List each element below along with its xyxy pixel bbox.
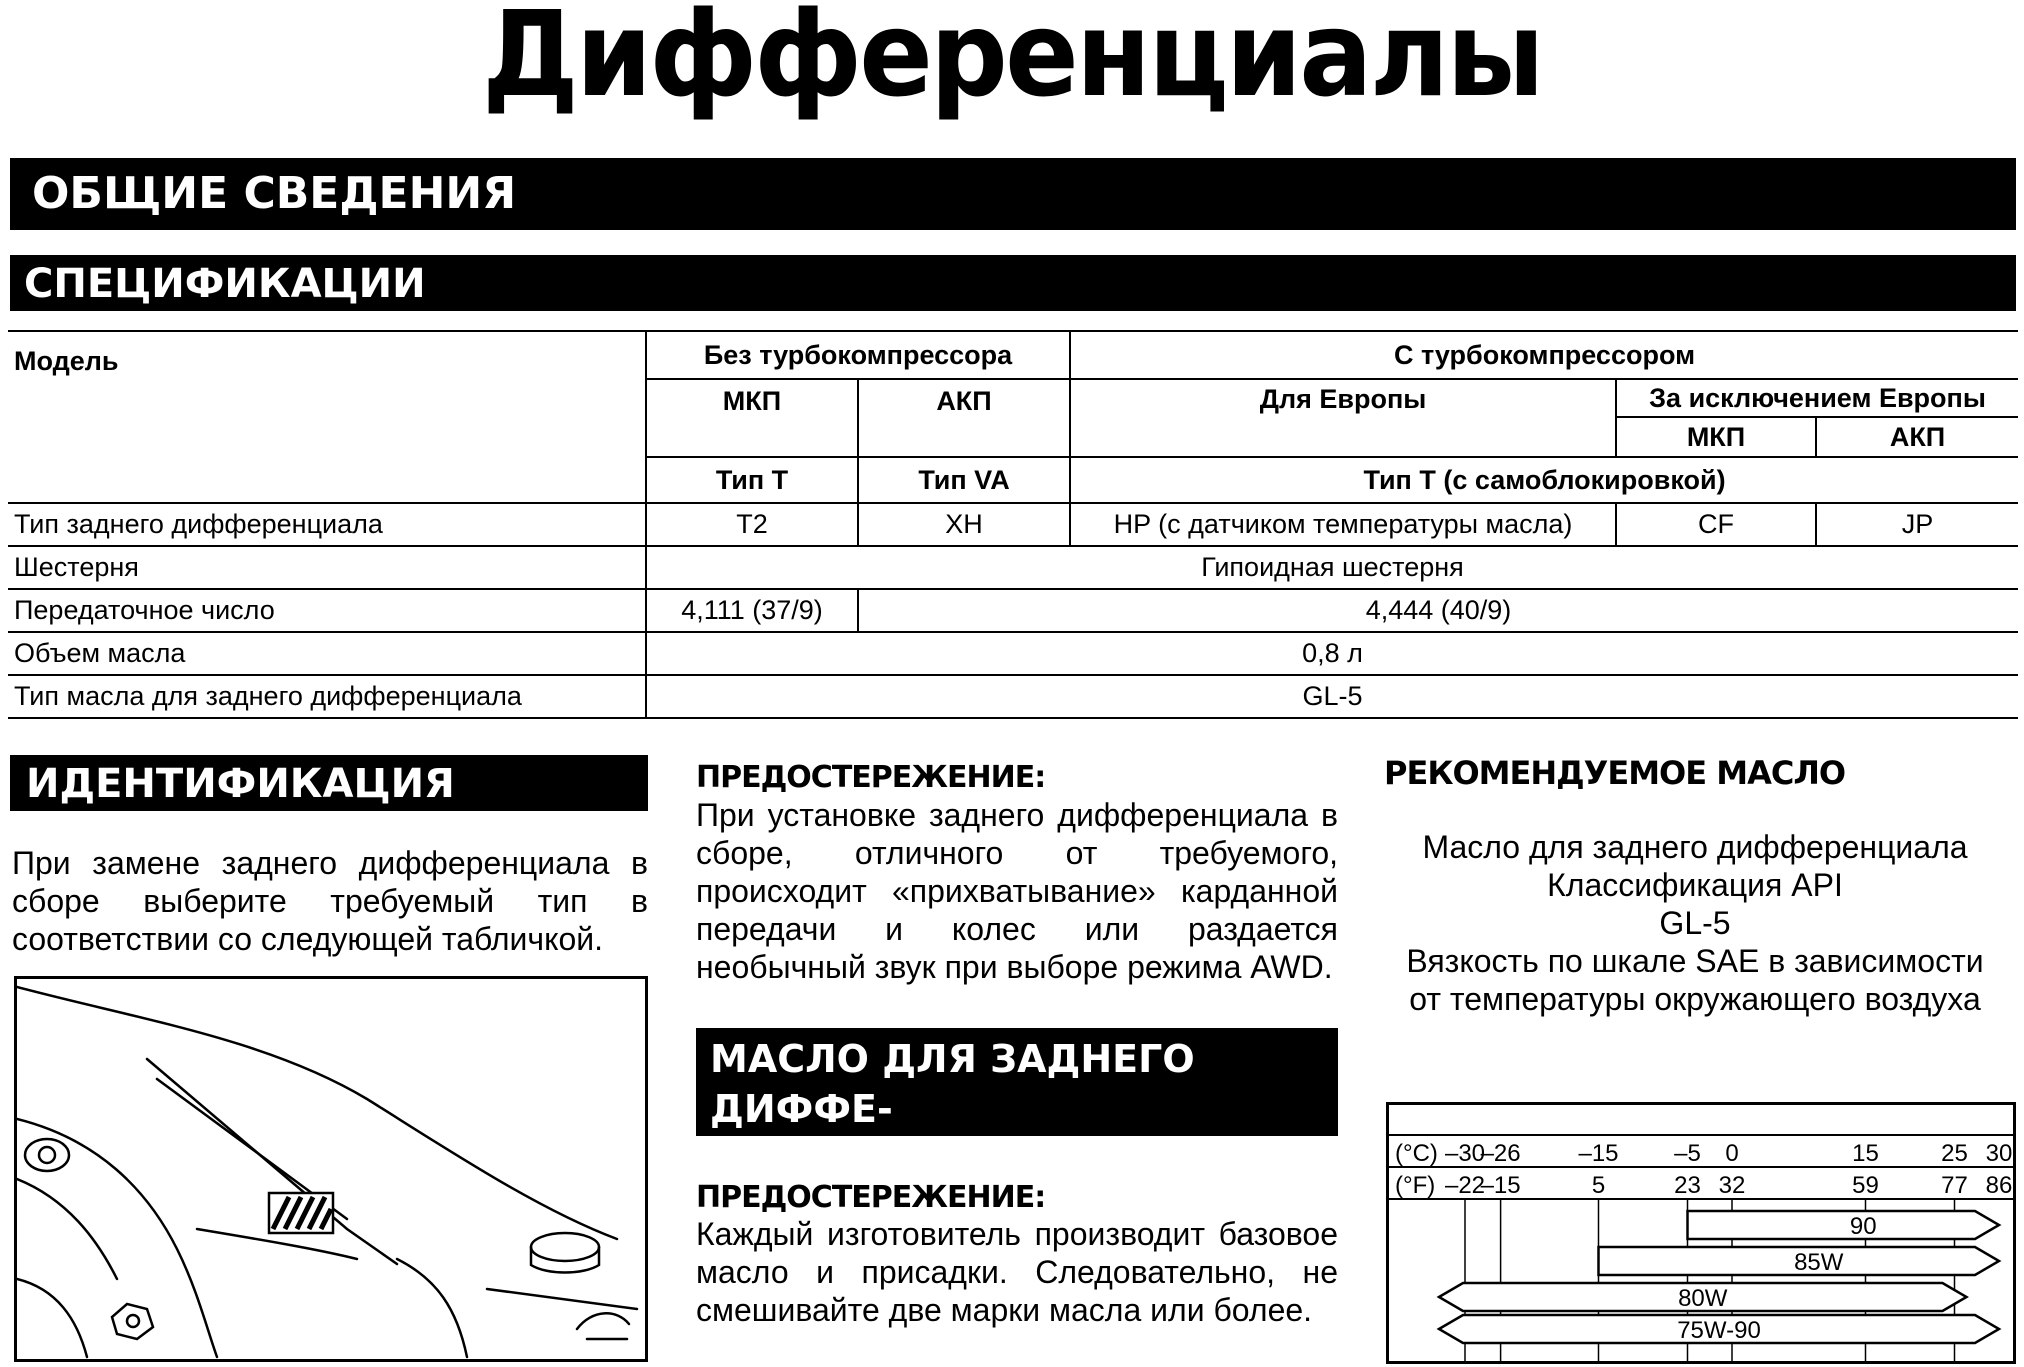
celsius-tick-label: –26	[1480, 1140, 1521, 1167]
ratio-label: Передаточное число	[8, 589, 646, 632]
type-t-lsd: Тип T (с самоблокировкой)	[1070, 457, 2018, 503]
fahrenheit-tick-label: –15	[1480, 1172, 1521, 1199]
viscosity-chart-svg	[1389, 1105, 2013, 1361]
diff-type-label: Тип заднего дифференциала	[8, 503, 646, 546]
type-va: Тип VA	[858, 457, 1070, 503]
page-title: Дифференциалы	[482, 0, 1542, 123]
recommended-line-2: Классификация API	[1547, 867, 1843, 903]
oil-volume-label: Объем масла	[8, 632, 646, 675]
fahrenheit-tick-label: –22	[1444, 1172, 1486, 1199]
identification-plate-figure	[14, 976, 648, 1362]
non-europe-mkp: МКП	[1616, 417, 1816, 457]
celsius-tick-label: 15	[1852, 1140, 1879, 1167]
viscosity-label-85W: 85W	[1794, 1249, 1844, 1276]
diff-type-xh: XH	[858, 503, 1070, 546]
celsius-tick-label: 0	[1725, 1140, 1739, 1167]
no-turbo-akp: АКП	[858, 379, 1070, 457]
fahrenheit-tick-label: 32	[1718, 1172, 1746, 1199]
no-turbo-mkp: МКП	[646, 379, 858, 457]
fahrenheit-tick-label: 23	[1674, 1172, 1701, 1199]
identification-plate	[269, 1193, 333, 1233]
caution2-text: Каждый изготовитель производит базовое масло и присадки. Следовательно, не смешивайте две марки масла или более.	[696, 1216, 1338, 1328]
non-europe-akp: АКП	[1816, 417, 2018, 457]
fahrenheit-tick-label: 86	[1985, 1172, 2013, 1199]
recommended-line-1: Масло для заднего дифференциала	[1422, 829, 1968, 865]
non-europe-header: За исключением Европы	[1616, 379, 2018, 417]
europe-header: Для Европы	[1070, 379, 1616, 457]
section-identification-header: ИДЕНТИФИКАЦИЯ	[10, 755, 648, 811]
oil-type-value: GL-5	[646, 675, 2018, 718]
section-recommended-header: РЕКОМЕНДУЕМОЕ МАСЛО	[1384, 754, 1846, 792]
section-rear-oil-header	[696, 1028, 1338, 1181]
ratio-other: 4,444 (40/9)	[858, 589, 2018, 632]
viscosity-label-75W-90: 75W-90	[1677, 1317, 1761, 1344]
recommended-line-4: Вязкость по шкале SAE в зависимости	[1406, 943, 1984, 979]
no-turbo-header: Без турбокомпрессора	[646, 331, 1070, 379]
section-specs-header: СПЕЦИФИКАЦИИ	[10, 255, 2016, 311]
gear-label: Шестерня	[8, 546, 646, 589]
viscosity-bar-90	[1688, 1211, 2000, 1239]
caution1-label: ПРЕДОСТЕРЕЖЕНИЕ:	[696, 760, 1046, 795]
recommended-line-5: от температуры окружающего воздуха	[1409, 981, 1981, 1017]
celsius-tick-label: 30	[1985, 1140, 2013, 1167]
celsius-unit-label: (°C)	[1395, 1140, 1438, 1167]
celsius-tick-label: –15	[1578, 1140, 1619, 1167]
recommended-line-3: GL-5	[1659, 905, 1731, 941]
viscosity-label-80W: 80W	[1678, 1285, 1728, 1312]
recommended-text	[1370, 828, 2020, 1018]
caution1-text: При установке заднего дифференциала в сборе, отличного от требуемого, происходит «прихватывание» карданной передачи и колес или раздается необычный звук при выборе режима AWD.	[696, 797, 1338, 985]
diff-type-jp: JP	[1816, 503, 2018, 546]
section-general-header: ОБЩИЕ СВЕДЕНИЯ	[10, 158, 2016, 230]
celsius-tick-label: 25	[1941, 1140, 1968, 1167]
rear-oil-line-1: МАСЛО ДЛЯ ЗАДНЕГО ДИФФЕ-	[710, 1037, 1195, 1131]
spec-table	[8, 330, 2018, 719]
celsius-tick-label: –5	[1674, 1140, 1701, 1167]
fahrenheit-tick-label: 5	[1591, 1172, 1606, 1199]
oil-volume-value: 0,8 л	[646, 632, 2018, 675]
viscosity-chart	[1386, 1102, 2016, 1364]
turbo-header: С турбокомпрессором	[1070, 331, 2018, 379]
oil-type-label: Тип масла для заднего дифференциала	[8, 675, 646, 718]
diff-type-t2: T2	[646, 503, 858, 546]
diff-type-hp: HP (с датчиком температуры масла)	[1070, 503, 1616, 546]
celsius-tick-label: –30	[1444, 1140, 1486, 1167]
viscosity-label-90: 90	[1849, 1213, 1877, 1240]
ratio-no-turbo-mkp: 4,111 (37/9)	[646, 589, 858, 632]
type-t: Тип T	[646, 457, 858, 503]
rear-oil-line-2: РЕНЦИАЛА	[710, 1137, 954, 1181]
identification-text: При замене заднего дифференциала в сборе выберите требуемый тип в соответствии со следующей табличкой.	[12, 845, 648, 957]
diff-type-cf: CF	[1616, 503, 1816, 546]
fahrenheit-unit-label: (°F)	[1395, 1172, 1436, 1199]
fahrenheit-tick-label: 59	[1852, 1172, 1879, 1199]
differential-drawing	[17, 979, 645, 1359]
caution2-label: ПРЕДОСТЕРЕЖЕНИЕ:	[696, 1180, 1046, 1215]
model-label: Модель	[8, 331, 646, 503]
fahrenheit-tick-label: 77	[1941, 1172, 1968, 1199]
gear-value: Гипоидная шестерня	[646, 546, 2018, 589]
